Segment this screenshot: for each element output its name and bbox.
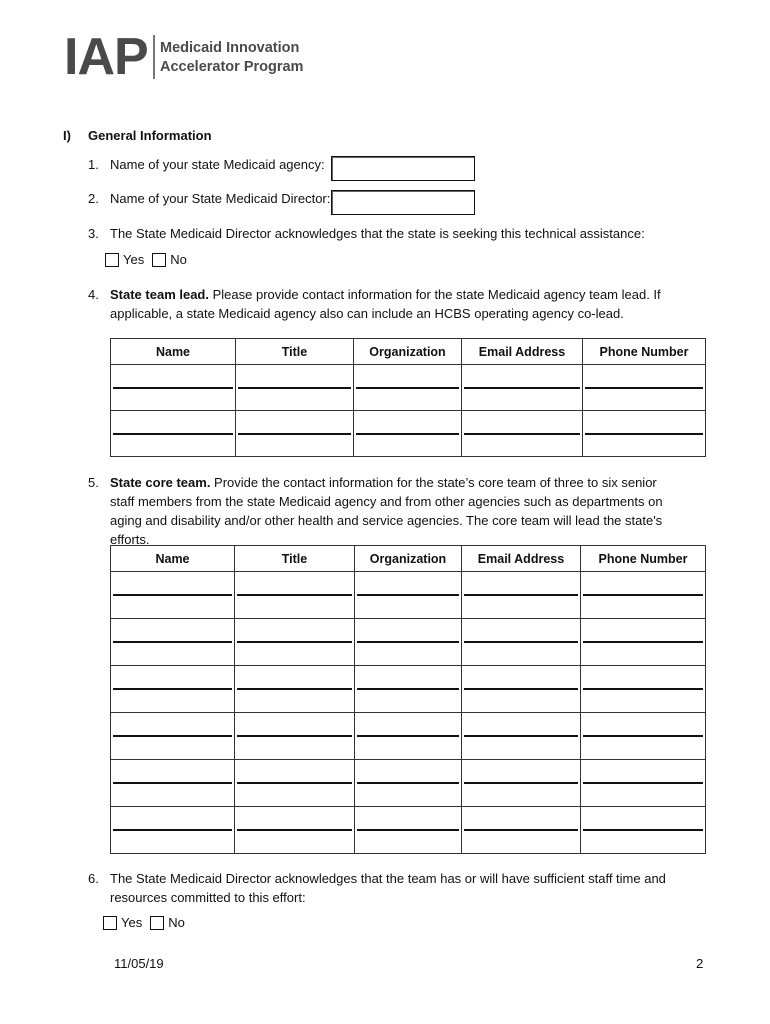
- title-input[interactable]: [237, 829, 352, 831]
- header-organization: Organization: [354, 339, 462, 365]
- logo-mark: IAP: [64, 28, 148, 86]
- email-input[interactable]: [464, 688, 578, 690]
- table-header-row: [111, 546, 706, 572]
- name-input[interactable]: [113, 688, 232, 690]
- email-input[interactable]: [464, 387, 580, 389]
- email-input[interactable]: [464, 829, 578, 831]
- q3-no-checkbox[interactable]: [152, 253, 166, 267]
- question-text: The State Medicaid Director acknowledges that the team has or will have sufficient staff time and resources committed to this effort:: [110, 871, 666, 905]
- header-phone: Phone Number: [581, 546, 706, 572]
- question-text: Name of your State Medicaid Director:: [110, 191, 331, 206]
- phone-input[interactable]: [585, 387, 703, 389]
- q6-no-checkbox[interactable]: [150, 916, 164, 930]
- q6-options: [103, 915, 193, 930]
- page-number: 2: [696, 956, 704, 971]
- question-number: 6.: [88, 871, 99, 886]
- question-text: [110, 285, 670, 323]
- organization-input[interactable]: [357, 735, 459, 737]
- question-number: 3.: [88, 226, 99, 241]
- title-input[interactable]: [237, 594, 352, 596]
- email-input[interactable]: [464, 433, 580, 435]
- header-name: Name: [111, 339, 236, 365]
- email-input[interactable]: [464, 641, 578, 643]
- table-row: [111, 619, 706, 666]
- q3-options: [105, 252, 195, 267]
- medicaid-director-field[interactable]: [331, 190, 475, 215]
- question-text: [110, 473, 670, 549]
- name-input[interactable]: [113, 782, 232, 784]
- logo-line-2: Accelerator Program: [160, 59, 304, 75]
- name-input[interactable]: [113, 433, 233, 435]
- organization-input[interactable]: [357, 594, 459, 596]
- logo-divider: [153, 35, 155, 79]
- organization-input[interactable]: [357, 829, 459, 831]
- phone-input[interactable]: [585, 433, 703, 435]
- logo-text: [160, 39, 303, 77]
- question-bold-lead: State core team.: [110, 475, 211, 490]
- q6-yes-label: Yes: [121, 915, 143, 930]
- table-row: [111, 760, 706, 807]
- header-title: Title: [235, 546, 355, 572]
- title-input[interactable]: [238, 433, 351, 435]
- name-input[interactable]: [113, 594, 232, 596]
- name-input[interactable]: [113, 387, 233, 389]
- header-organization: Organization: [355, 546, 462, 572]
- table-row: [111, 807, 706, 854]
- team-lead-table: [110, 338, 706, 457]
- email-input[interactable]: [464, 782, 578, 784]
- title-input[interactable]: [238, 387, 351, 389]
- phone-input[interactable]: [583, 641, 703, 643]
- phone-input[interactable]: [583, 735, 703, 737]
- phone-input[interactable]: [583, 594, 703, 596]
- name-input[interactable]: [113, 829, 232, 831]
- table-row: [111, 666, 706, 713]
- phone-input[interactable]: [583, 688, 703, 690]
- header-email: Email Address: [462, 546, 581, 572]
- q6-no-label: No: [168, 915, 185, 930]
- question-bold-lead: State team lead.: [110, 287, 209, 302]
- table-row: [111, 713, 706, 760]
- table-row: [111, 365, 706, 411]
- organization-input[interactable]: [357, 641, 459, 643]
- title-input[interactable]: [237, 641, 352, 643]
- question-number: 1.: [88, 157, 99, 172]
- table-row: [111, 572, 706, 619]
- title-input[interactable]: [237, 782, 352, 784]
- name-input[interactable]: [113, 641, 232, 643]
- question-number: 4.: [88, 287, 99, 302]
- title-input[interactable]: [237, 735, 352, 737]
- state-agency-field[interactable]: [331, 156, 475, 181]
- core-team-table: [110, 545, 706, 854]
- question-number: 2.: [88, 191, 99, 206]
- header-name: Name: [111, 546, 235, 572]
- title-input[interactable]: [237, 688, 352, 690]
- email-input[interactable]: [464, 735, 578, 737]
- section-heading: [63, 128, 212, 143]
- header-email: Email Address: [462, 339, 583, 365]
- organization-input[interactable]: [356, 433, 459, 435]
- header-phone: Phone Number: [583, 339, 706, 365]
- q3-yes-label: Yes: [123, 252, 145, 267]
- table-row: [111, 411, 706, 457]
- organization-input[interactable]: [356, 387, 459, 389]
- organization-input[interactable]: [357, 782, 459, 784]
- logo-line-1: Medicaid Innovation: [160, 40, 300, 56]
- question-text: Name of your state Medicaid agency:: [110, 157, 325, 172]
- question-body: Please provide contact information for the state Medicaid agency team lead. If applicable, a state Medicaid agency also can include an HCBS operating agency co-lead.: [110, 287, 661, 321]
- question-text: The State Medicaid Director acknowledges that the state is seeking this technical assistance:: [110, 226, 645, 241]
- question-body: Provide the contact information for the state’s core team of three to six senior staff members from the state Medicaid agency and from other agencies such as departments on aging and disability and/or other health and service agencies. The core team will lead the state's efforts.: [110, 475, 663, 547]
- header-title: Title: [236, 339, 354, 365]
- email-input[interactable]: [464, 594, 578, 596]
- table-header-row: [111, 339, 706, 365]
- organization-input[interactable]: [357, 688, 459, 690]
- question-number: 5.: [88, 475, 99, 490]
- phone-input[interactable]: [583, 829, 703, 831]
- q6-yes-checkbox[interactable]: [103, 916, 117, 930]
- name-input[interactable]: [113, 735, 232, 737]
- footer-date: 11/05/19: [114, 956, 164, 971]
- phone-input[interactable]: [583, 782, 703, 784]
- q3-yes-checkbox[interactable]: [105, 253, 119, 267]
- section-number: I): [63, 128, 71, 143]
- section-title: General Information: [88, 128, 212, 143]
- q3-no-label: No: [170, 252, 187, 267]
